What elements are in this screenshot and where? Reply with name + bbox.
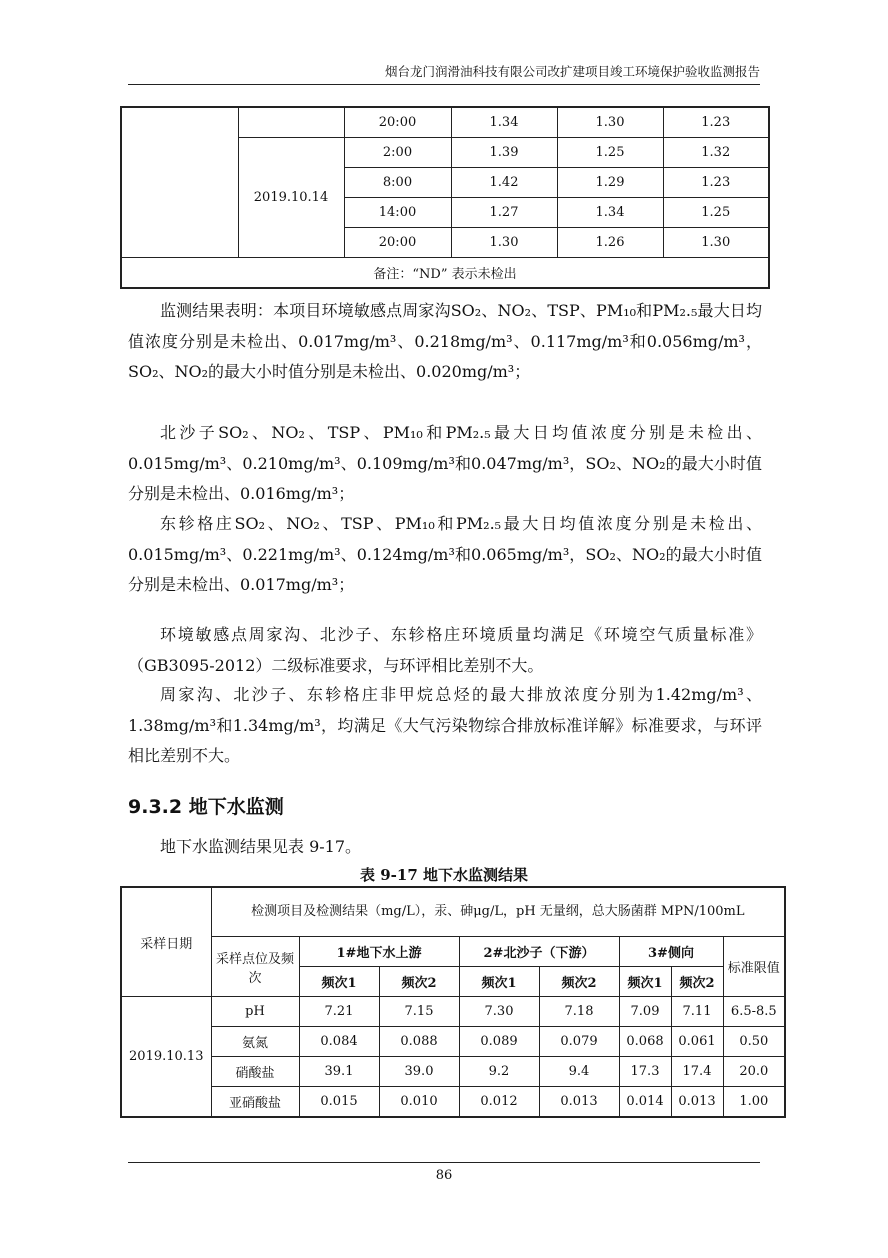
paragraph-beishazi: 北沙子SO₂、NO₂、TSP、PM₁₀和PM₂.₅最大日均值浓度分别是未检出、0.015mg/m³、0.210mg/m³、0.109mg/m³和0.047mg/m³，SO₂、NO₂的最大小时值分别是未检出、0.016mg/m³； xyxy=(128,423,762,503)
table-row xyxy=(121,107,769,138)
site-3-header: 3#侧向 xyxy=(619,937,723,967)
table-row xyxy=(121,997,785,1027)
value-cell: 17.4 xyxy=(671,1057,723,1087)
groundwater-table xyxy=(120,886,786,1118)
value-cell: 1.34 xyxy=(451,107,557,138)
value-cell: 0.013 xyxy=(539,1087,619,1118)
freq-header: 频次2 xyxy=(671,967,723,997)
header-rule xyxy=(128,84,760,85)
value-cell: 1.29 xyxy=(557,168,663,198)
freq-header: 频次2 xyxy=(379,967,459,997)
standard-cell: 6.5-8.5 xyxy=(723,997,785,1027)
value-cell: 0.088 xyxy=(379,1027,459,1057)
running-header: 烟台龙门润滑油科技有限公司改扩建项目竣工环境保护验收监测报告 xyxy=(384,64,760,79)
section-heading: 9.3.2 地下水监测 xyxy=(128,796,284,818)
value-cell: 1.42 xyxy=(451,168,557,198)
value-cell: 1.30 xyxy=(663,228,769,258)
value-cell: 7.11 xyxy=(671,997,723,1027)
date-header: 采样日期 xyxy=(121,887,211,997)
items-header: 检测项目及检测结果（mg/L），汞、砷μg/L，pH 无量纲，总大肠菌群 MPN/100mL xyxy=(211,887,785,937)
intro-paragraph: 地下水监测结果见表 9-17。 xyxy=(160,837,362,856)
value-cell: 1.27 xyxy=(451,198,557,228)
value-cell: 7.21 xyxy=(299,997,379,1027)
value-cell: 1.23 xyxy=(663,107,769,138)
table-row xyxy=(121,937,785,967)
value-cell: 7.30 xyxy=(459,997,539,1027)
value-cell: 0.013 xyxy=(671,1087,723,1118)
table-row xyxy=(121,887,785,937)
value-cell: 1.26 xyxy=(557,228,663,258)
standard-cell: 0.50 xyxy=(723,1027,785,1057)
value-cell: 1.32 xyxy=(663,138,769,168)
value-cell: 1.30 xyxy=(557,107,663,138)
value-cell: 17.3 xyxy=(619,1057,671,1087)
time-cell: 20:00 xyxy=(344,107,451,138)
time-cell: 20:00 xyxy=(344,228,451,258)
freq-header: 频次1 xyxy=(619,967,671,997)
site-2-header: 2#北沙子（下游） xyxy=(459,937,619,967)
standard-cell: 20.0 xyxy=(723,1057,785,1087)
value-cell: 0.061 xyxy=(671,1027,723,1057)
freq-header: 频次2 xyxy=(539,967,619,997)
value-cell: 39.0 xyxy=(379,1057,459,1087)
date-cell: 2019.10.14 xyxy=(238,138,344,258)
value-cell: 9.4 xyxy=(539,1057,619,1087)
value-cell: 1.23 xyxy=(663,168,769,198)
freq-header: 频次1 xyxy=(299,967,379,997)
table-row xyxy=(121,1057,785,1087)
table-note: 备注：“ND” 表示未检出 xyxy=(121,258,769,289)
value-cell: 0.010 xyxy=(379,1087,459,1118)
paragraph-zhoujiagou: 监测结果表明：本项目环境敏感点周家沟SO₂、NO₂、TSP、PM₁₀和PM₂.₅最大日均值浓度分别是未检出、0.017mg/m³、0.218mg/m³、0.117mg/m³和0.056mg/m³，SO₂、NO₂的最大小时值分别是未检出、0.020mg/m³； xyxy=(128,301,762,381)
value-cell: 0.089 xyxy=(459,1027,539,1057)
item-cell: pH xyxy=(211,997,299,1027)
item-cell: 硝酸盐 xyxy=(211,1057,299,1087)
air-continuation-table xyxy=(120,106,770,289)
table-row xyxy=(121,258,769,289)
value-cell: 0.015 xyxy=(299,1087,379,1118)
merged-site-cell xyxy=(121,107,238,258)
time-cell: 2:00 xyxy=(344,138,451,168)
value-cell: 1.25 xyxy=(663,198,769,228)
site-header: 采样点位及频次 xyxy=(211,937,299,997)
item-cell: 氨氮 xyxy=(211,1027,299,1057)
value-cell: 39.1 xyxy=(299,1057,379,1087)
page-number: 86 xyxy=(435,1168,453,1183)
paragraph-air-quality-standard: 环境敏感点周家沟、北沙子、东轸格庄环境质量均满足《环境空气质量标准》（GB3095-2012）二级标准要求，与环评相比差别不大。 xyxy=(128,625,762,675)
value-cell: 1.39 xyxy=(451,138,557,168)
value-cell: 7.15 xyxy=(379,997,459,1027)
value-cell: 7.09 xyxy=(619,997,671,1027)
value-cell: 0.084 xyxy=(299,1027,379,1057)
item-cell: 亚硝酸盐 xyxy=(211,1087,299,1118)
value-cell: 0.068 xyxy=(619,1027,671,1057)
table-row xyxy=(121,1087,785,1118)
time-cell: 14:00 xyxy=(344,198,451,228)
freq-header: 频次1 xyxy=(459,967,539,997)
table-row xyxy=(121,1027,785,1057)
standard-cell: 1.00 xyxy=(723,1087,785,1118)
value-cell: 9.2 xyxy=(459,1057,539,1087)
table-caption: 表 9-17 地下水监测结果 xyxy=(360,866,528,884)
footer-rule xyxy=(128,1162,760,1163)
value-cell: 1.34 xyxy=(557,198,663,228)
value-cell: 0.014 xyxy=(619,1087,671,1118)
site-1-header: 1#地下水上游 xyxy=(299,937,459,967)
value-cell: 1.25 xyxy=(557,138,663,168)
merged-date-cell xyxy=(238,107,344,138)
time-cell: 8:00 xyxy=(344,168,451,198)
value-cell: 1.30 xyxy=(451,228,557,258)
date-cell: 2019.10.13 xyxy=(121,997,211,1118)
paragraph-nmhc: 周家沟、北沙子、东轸格庄非甲烷总烃的最大排放浓度分别为1.42mg/m³、1.38mg/m³和1.34mg/m³，均满足《大气污染物综合排放标准详解》标准要求，与环评相比差别不大。 xyxy=(128,685,762,765)
standard-header: 标准限值 xyxy=(723,937,785,997)
value-cell: 0.079 xyxy=(539,1027,619,1057)
value-cell: 7.18 xyxy=(539,997,619,1027)
value-cell: 0.012 xyxy=(459,1087,539,1118)
paragraph-dongzhengezhuang: 东轸格庄SO₂、NO₂、TSP、PM₁₀和PM₂.₅最大日均值浓度分别是未检出、0.015mg/m³、0.221mg/m³、0.124mg/m³和0.065mg/m³，SO₂、NO₂的最大小时值分别是未检出、0.017mg/m³； xyxy=(128,514,762,594)
